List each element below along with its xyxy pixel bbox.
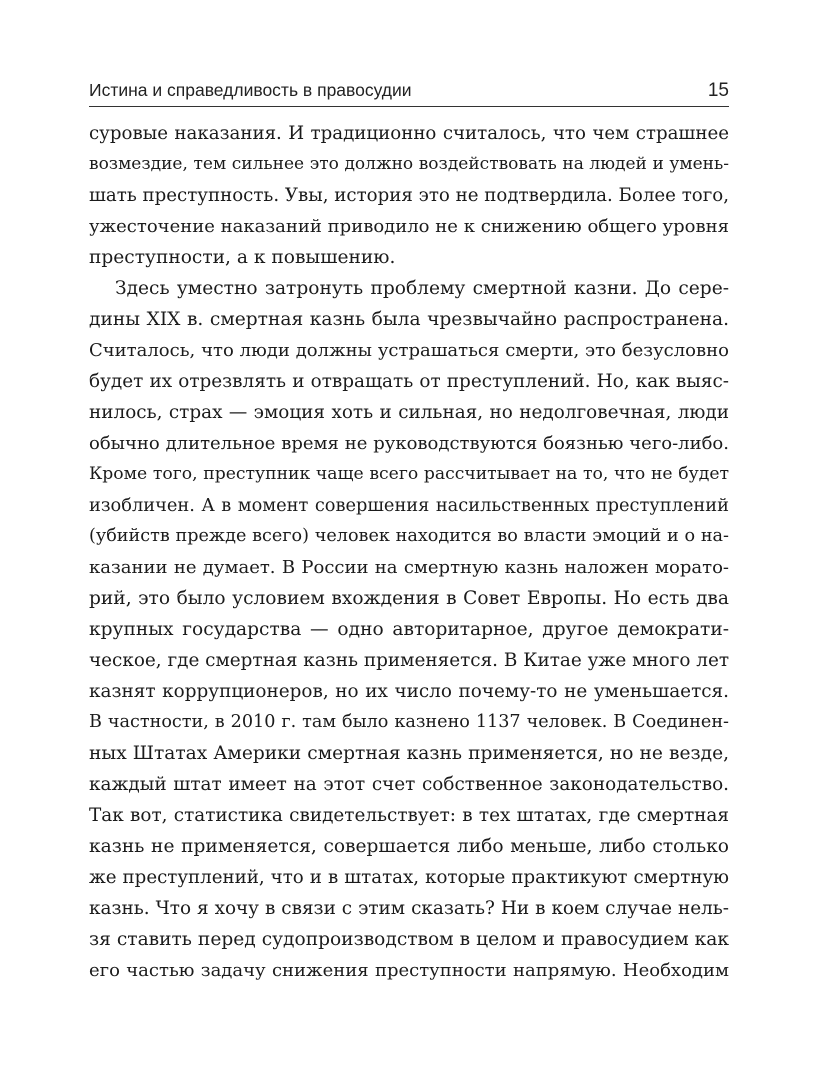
text-line: В частности, в 2010 г. там было казнено 1137 человек. В Соединен- xyxy=(89,712,729,732)
text-line: зя ставить перед судопроизводством в целом и правосудием как xyxy=(89,929,729,950)
text-line: же преступлений, что и в штатах, которые практикуют смертную xyxy=(89,867,729,888)
running-head xyxy=(89,78,729,106)
text-line: крупных государства — одно авторитарное, другое демократи- xyxy=(89,619,729,640)
text-line: рий, это было условием вхождения в Совет Европы. Но есть два xyxy=(89,588,729,609)
text-line: казании не думает. В России на смертную казнь наложен морато- xyxy=(89,557,729,578)
text-line: будет их отрезвлять и отвращать от преступлений. Но, как выяс- xyxy=(89,371,729,392)
text-line: Так вот, статистика свидетельствует: в тех штатах, где смертная xyxy=(89,805,729,826)
text-line: нилось, страх — эмоция хоть и сильная, но недолговечная, люди xyxy=(89,402,729,423)
text-line: изобличен. А в момент совершения насильственных преступлений xyxy=(89,495,729,516)
text-line: суровые наказания. И традиционно считалось, что чем страшнее xyxy=(89,123,729,144)
text-line: ужесточение наказаний приводило не к снижению общего уровня xyxy=(89,216,729,237)
text-line: преступности, а к повышению. xyxy=(89,247,396,268)
text-line: его частью задачу снижения преступности напрямую. Необходим xyxy=(89,960,729,981)
text-line: каждый штат имеет на этот счет собственное законодательство. xyxy=(89,774,729,795)
header-rule xyxy=(89,106,729,107)
text-line: ных Штатах Америки смертная казнь применяется, но не везде, xyxy=(89,743,729,764)
text-line: казнят коррупционеров, но их число почему-то не уменьшается. xyxy=(89,681,729,702)
text-line: шать преступность. Увы, история это не подтвердила. Более того, xyxy=(89,185,729,206)
text-line: (убийств прежде всего) человек находится во власти эмоций и о на- xyxy=(89,526,729,546)
text-line: казнь не применяется, совершается либо меньше, либо столько xyxy=(89,836,729,857)
text-line: Считалось, что люди должны устрашаться смерти, это безусловно xyxy=(89,340,729,361)
text-line: Кроме того, преступник чаще всего рассчитывает на то, что не будет xyxy=(89,464,729,484)
chapter-title: Истина и справедливость в правосудии xyxy=(89,80,412,100)
text-line: Здесь уместно затронуть проблему смертной казни. До сере- xyxy=(115,278,729,299)
text-line: ческое, где смертная казнь применяется. В Китае уже много лет xyxy=(89,650,729,671)
text-line: обычно длительное время не руководствуются боязнью чего-либо. xyxy=(89,433,729,454)
text-line: казнь. Что я хочу в связи с этим сказать? Ни в коем случае нель- xyxy=(89,898,729,919)
text-line: дины XIX в. смертная казнь была чрезвычайно распространена. xyxy=(89,309,729,330)
text-line: возмездие, тем сильнее это должно воздействовать на людей и умень- xyxy=(89,154,729,174)
page-number: 15 xyxy=(707,80,729,101)
body-text xyxy=(89,118,729,986)
